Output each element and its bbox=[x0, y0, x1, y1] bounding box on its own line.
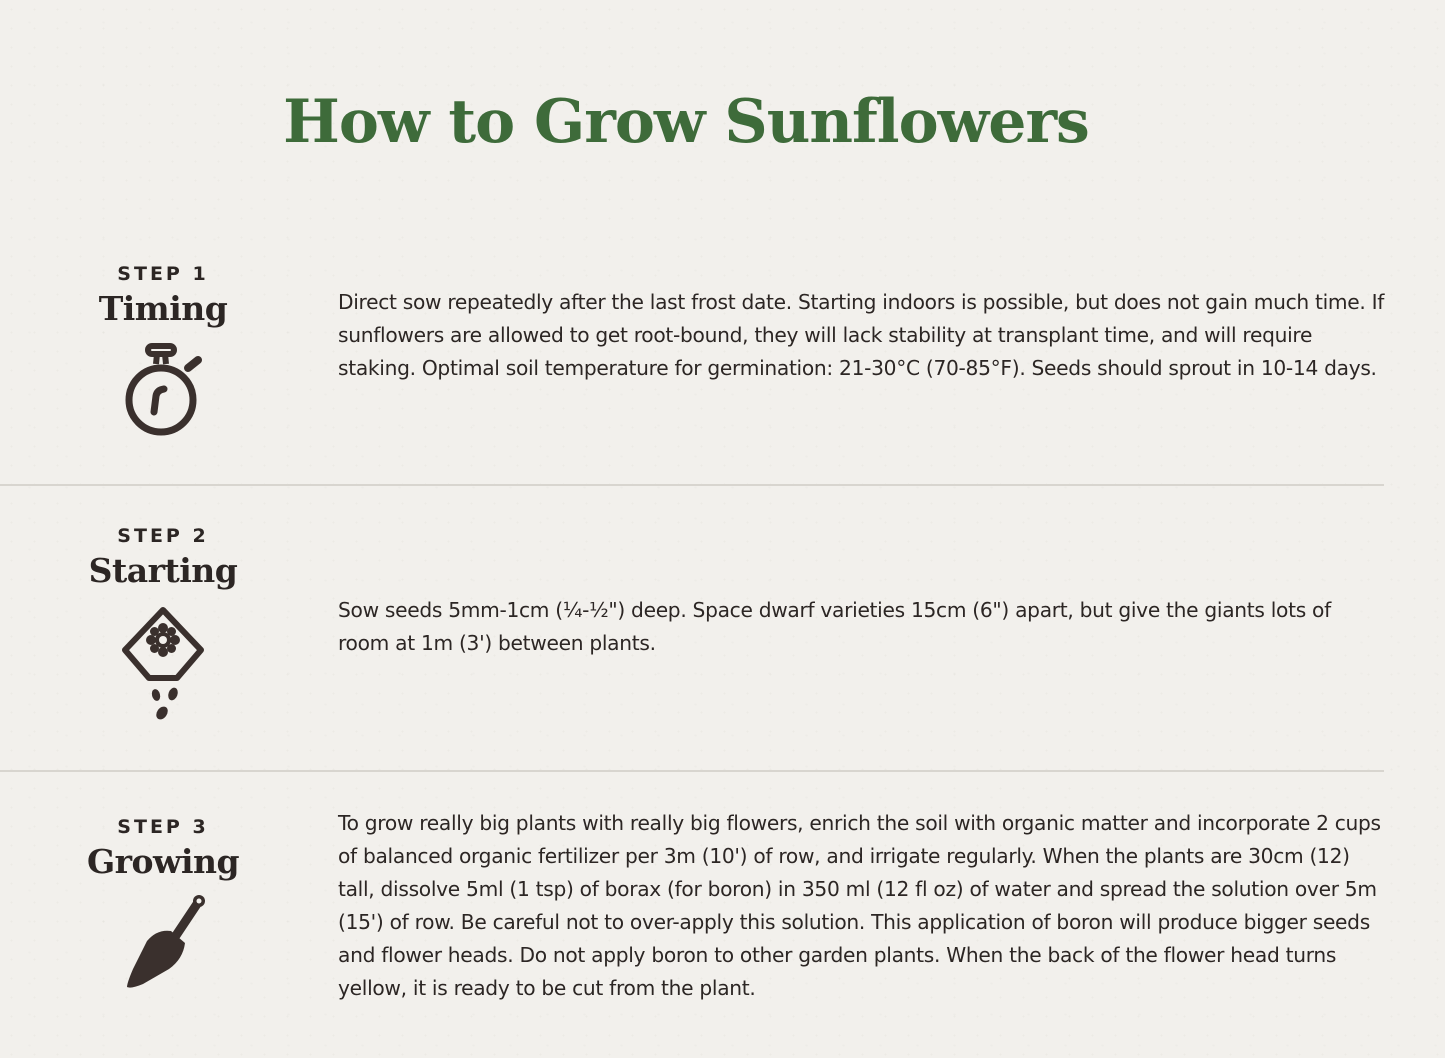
stopwatch-icon bbox=[118, 342, 208, 442]
step-description: Sow seeds 5mm-1cm (¼-½") deep. Space dwarf varieties 15cm (6") apart, but give the giants lots of room at 1m (3') between plants. bbox=[338, 598, 1331, 655]
page-title: How to Grow Sunflowers bbox=[283, 87, 1089, 157]
step-header bbox=[48, 262, 278, 442]
section-divider bbox=[0, 484, 1384, 486]
step-title: Starting bbox=[88, 551, 238, 590]
step-description: Direct sow repeatedly after the last frost date. Starting indoors is possible, but does not gain much time. If sunflowers are allowed to get root-bound, they will lack stability at transplant time, and will require staking. Optimal soil temperature for germination: 21-30°C (70-85°F). Seeds should sprout in 10-14 days. bbox=[338, 290, 1385, 380]
step-title: Timing bbox=[98, 289, 228, 328]
step-header bbox=[48, 524, 278, 726]
step-header bbox=[48, 815, 278, 995]
seed-packet-icon bbox=[113, 604, 213, 726]
step-title: Growing bbox=[86, 842, 240, 881]
step-description: To grow really big plants with really big flowers, enrich the soil with organic matter and incorporate 2 cups of balanced organic fertilizer per 3m (10') of row, and irrigate regularly. When the plants are 30cm (12) tall, dissolve 5ml (1 tsp) of borax (for boron) in 350 ml (12 fl oz) of water and spread the solution over 5m (15') of row. Be careful not to over-apply this solution. This application of boron will produce bigger seeds and flower heads. Do not apply boron to other garden plants. When the back of the flower head turns yellow, it is ready to be cut from the plant. bbox=[338, 811, 1381, 1000]
step-number-label: STEP 2 bbox=[117, 525, 209, 547]
step-number-label: STEP 3 bbox=[117, 816, 209, 838]
section-divider bbox=[0, 770, 1384, 772]
trowel-icon bbox=[113, 891, 213, 995]
step-number-label: STEP 1 bbox=[117, 263, 209, 285]
